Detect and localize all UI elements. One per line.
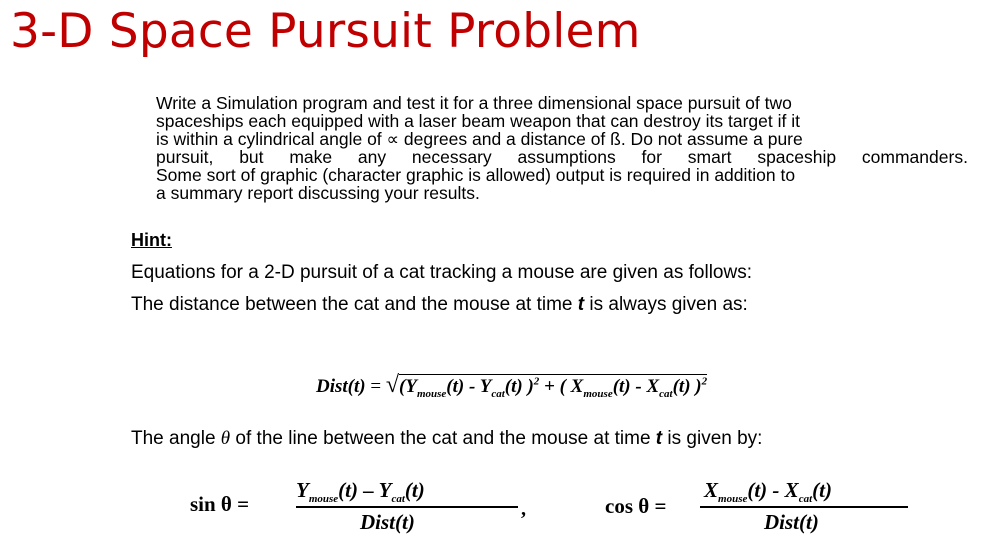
sqrt-sign: √ [385,372,399,398]
eq-text: (t) - X [747,478,799,502]
equals-sign: = [365,376,386,397]
cos-denominator [764,510,819,535]
eq-sub: mouse [308,493,339,506]
hint-text: is given by: [662,428,763,449]
hint-text: of the line between the cat and the mouse at time [230,428,656,449]
fraction-bar [700,506,908,508]
eq-sub: mouse [583,387,613,400]
time-variable: t [655,428,663,449]
hint-label: Hint: [131,230,172,250]
radicand [399,374,708,400]
eq-text: Dist(t) [360,510,415,534]
eq-text: + [539,376,560,397]
statement-word: assumptions [517,147,616,167]
statement-line: a summary report discussing your results. [156,183,480,203]
eq-text: ( X [559,376,584,397]
sin-lhs [190,492,249,517]
dist-lhs: Dist(t) [316,376,366,397]
sin-fraction [296,478,526,538]
statement-word: make [289,147,333,167]
statement-word: but [239,147,264,167]
statement-word: necessary [411,147,492,167]
eq-text: sin θ = [190,492,250,516]
eq-sub: cat [391,493,405,506]
eq-text: cos θ = [605,494,667,518]
eq-text: (t) [812,478,832,502]
hint-angle-intro [131,428,762,450]
eq-text: (t) ) [504,376,534,397]
fraction-bar [296,506,518,508]
theta-symbol: θ [220,428,231,449]
eq-text: (t) - X [612,376,660,397]
statement-word: smart [687,147,732,167]
time-variable: t [577,294,585,315]
exponent: 2 [533,375,540,388]
distance-equation [316,372,707,400]
statement-line: is within a cylindrical angle of ∝ degrees and a distance of ß. Do not assume a pure [156,129,803,149]
eq-sub: cat [798,493,813,506]
statement-line: Some sort of graphic (character graphic is allowed) output is required in addition to [156,165,796,185]
eq-text: X [704,478,719,502]
hint-text: The distance between the cat and the mouse at time [131,294,578,315]
eq-sub: mouse [718,493,748,506]
statement-word: for [641,147,662,167]
eq-text: , [521,498,526,520]
eq-text: (t) ) [672,376,702,397]
statement-word: commanders. [861,147,968,167]
eq-text: (t) – Y [338,478,392,502]
eq-text: Y [296,478,309,502]
statement-word: spaceship [757,147,837,167]
cos-fraction [700,478,912,538]
eq-sub: cat [491,387,505,400]
page-title: 3-D Space Pursuit Problem [10,4,641,59]
problem-statement [156,94,968,202]
statement-line: Write a Simulation program and test it for a three dimensional space pursuit of two [156,93,792,113]
cos-numerator [704,478,832,505]
cos-lhs [605,494,666,519]
statement-line-justified [156,148,968,166]
eq-text: (t) [404,478,425,502]
comma [521,498,526,521]
hint-equations-intro: Equations for a 2-D pursuit of a cat tracking a mouse are given as follows: [131,262,752,283]
eq-sub: cat [659,387,673,400]
eq-text: (t) - Y [446,376,492,397]
sin-numerator [296,478,425,505]
sin-denominator [360,510,415,535]
hint-text: The angle [131,428,221,449]
statement-word: pursuit, [156,147,214,167]
exponent: 2 [701,375,708,388]
statement-line: spaceships each equipped with a laser beam weapon that can destroy its target if it [156,111,800,131]
eq-text: Dist(t) [764,510,819,534]
statement-word: any [357,147,387,167]
eq-sub: mouse [416,387,447,400]
hint-text: is always given as: [584,294,748,315]
eq-text: (Y [399,376,417,397]
hint-distance-intro [131,294,748,316]
